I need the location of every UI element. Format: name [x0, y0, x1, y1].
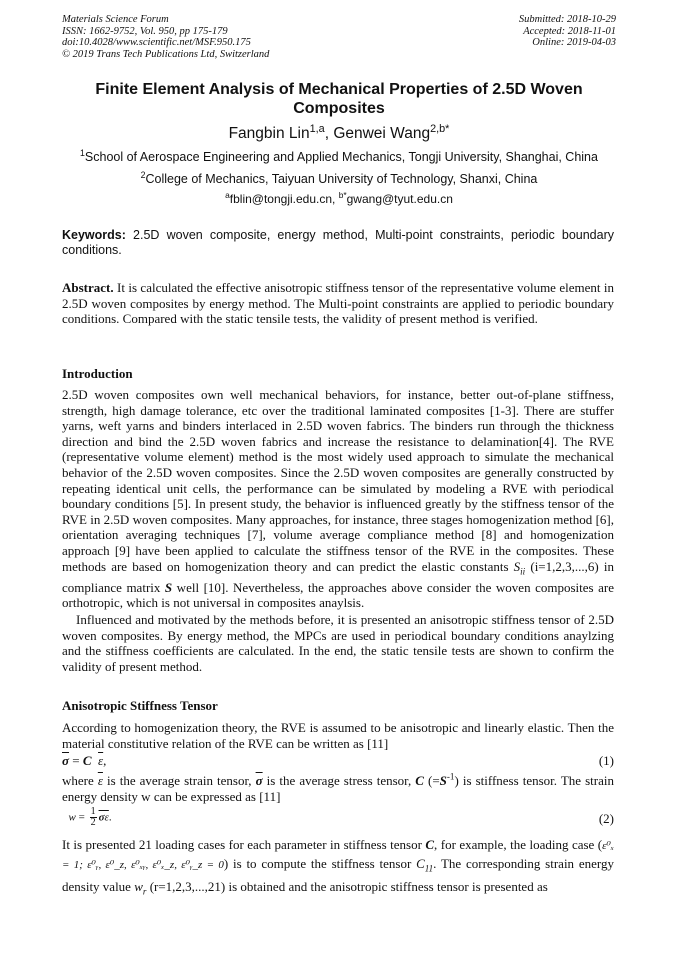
author-1-sup: 1,a	[309, 122, 325, 135]
keywords-label: Keywords:	[62, 228, 126, 242]
paper-title: Finite Element Analysis of Mechanical Properties of 2.5D Woven Composites	[95, 81, 583, 117]
submitted-date: Submitted: 2018-10-29	[518, 14, 616, 25]
journal-header-right	[519, 14, 616, 49]
author-2-sup: 2,b*	[430, 122, 450, 135]
intro-paragraph-2: Influenced and motivated by the methods before, it is presented an anisotropic stiffness tensor of 2.5D woven composites. By energy method, the MPCs are used in periodical boundary conditions anaylzing and the stiffness coefficients are calculated. In the end, the static tensile tests are shown to confirm the validity of present method.	[62, 612, 614, 674]
author-line: Fangbin Lin$^{1,a}$, Genwei Wang$^{2,b*}$	[228, 122, 450, 142]
stiffness-paragraph-1: According to homogenization theory, the RVE is assumed to be anisotropic and linearly elastic. Then the material constitutive relation of the RVE can be written as [11]	[62, 720, 614, 751]
abstract: Abstract. It is calculated the effective anisotropic stiffness tensor of the representative volume element in 2.5D woven composites by energy method. The Multi-point constraints are applied to periodic boundary conditions. Compared with the static tensile tests, the validity of present method is verified.	[62, 280, 614, 327]
author-1: Fangbin Lin	[228, 125, 310, 142]
accepted-date: Accepted: 2018-11-01	[523, 25, 616, 37]
intro-paragraph-1: 2.5D woven composites own well mechanical behaviors, for instance, better out-of-plane stiffness, strength, high damage tolerance, etc over the traditional laminated composites [1-3]. There are stuffer yarns, weft yarns and binders interlaced in 2.5D woven fabrics. The binders run through the thickness direction and bind the 2.5D woven fabrics and increase the resistance to delamination[4]. The RVE (representative volume element) method is the most widely used approach to simulate the mechanical behavior of the 2.5D woven composites. Since the 2.5D woven composites are generally constructed by repeating identical unit cells, the performance can be simulated by modeling a RVE with periodical boundary conditions [5]. In present study, the behavior is influenced greatly by the stiffness tensor of the RVE in 2.5D woven composites. Many approaches, for instance, three stages homogenization method [6], orientation averaging techniques [7], volume average compliance method [8] and homogenization approach [9] have been applied to calculate the stiffness tensor of the RVE in the composites. These methods are based on homogenization theory and can predict the elastic constants $S_{ii}$ (i=1,2,3,...,6) in compliance matrix S well [10]. Nevertheless, the approaches above consider the woven composites are orthotropic, which is not universal in composites anaylsis.	[62, 387, 614, 611]
online-date: Online: 2019-04-03	[532, 37, 616, 48]
email-a: fblin@tongji.edu.cn,	[229, 192, 339, 206]
abstract-label: Abstract.	[62, 280, 114, 295]
stiffness-paragraph-2: where $\overline{\varepsilon}$ is the average strain tensor, $\overline{\sigma}$ is the average stress tensor, C $(=S^{-1})$ is stiffness tensor. The strain energy density w can be expressed as [11]	[62, 771, 614, 804]
affiliation-2: $^2$College of Mechanics, Taiyuan University of Technology, Shanxi, China	[140, 169, 538, 186]
section-heading-stiffness: Anisotropic Stiffness Tensor	[62, 698, 218, 713]
fraction-one-half: $\frac{1}{2}$	[90, 806, 96, 828]
section-heading-introduction: Introduction	[62, 366, 133, 381]
author-emails: $^a$fblin@tongji.edu.cn, $^{b*}$gwang@tyut.edu.cn	[225, 190, 453, 206]
journal-name: Materials Science Forum	[62, 14, 169, 25]
equation-2-number: (2)	[598, 811, 614, 826]
affiliation-1: $^1$School of Aerospace Engineering and Applied Mechanics, Tongji University, Shanghai, China	[80, 147, 598, 164]
issn-line: ISSN: 1662-9752, Vol. 950, pp 175-179	[62, 25, 228, 37]
equation-2: w = $\frac{1}{2}$ $\overline{\sigma}\overline{\varepsilon}$. (2)	[68, 806, 614, 828]
author-2: Genwei Wang	[333, 125, 431, 142]
email-b: gwang@tyut.edu.cn	[346, 192, 453, 206]
loading-case-condition: ε⁰ₓ = 1; ε⁰ᵧ, ε⁰_z, ε⁰ₓᵧ, ε⁰ₓ_z, ε⁰ᵧ_z = 0	[62, 840, 614, 871]
copyright-line: © 2019 Trans Tech Publications Ltd, Switzerland	[62, 48, 270, 60]
equation-1: $\overline{\sigma} = C$ $\overline{\varepsilon}$, (1)	[62, 753, 614, 768]
stiffness-paragraph-3: It is presented 21 loading cases for each parameter in stiffness tensor C, for example, the loading case (ε⁰ₓ = 1; ε⁰ᵧ, ε⁰_z, ε⁰ₓᵧ, ε⁰ₓ_z, ε⁰ᵧ_z = 0) is to compute the stiffness tensor $C_{11}$. The corresponding strain energy density value $w_r$ (r=1,2,3,...,21) is obtained and the anisotropic stiffness tensor is presented as	[62, 837, 614, 897]
equation-1-number: (1)	[598, 753, 614, 768]
doi-line: doi:10.4028/www.scientific.net/MSF.950.175	[62, 37, 251, 48]
keywords: Keywords: 2.5D woven composite, energy method, Multi-point constraints, periodic boundary conditions.	[62, 228, 614, 257]
journal-header-left	[62, 14, 269, 60]
